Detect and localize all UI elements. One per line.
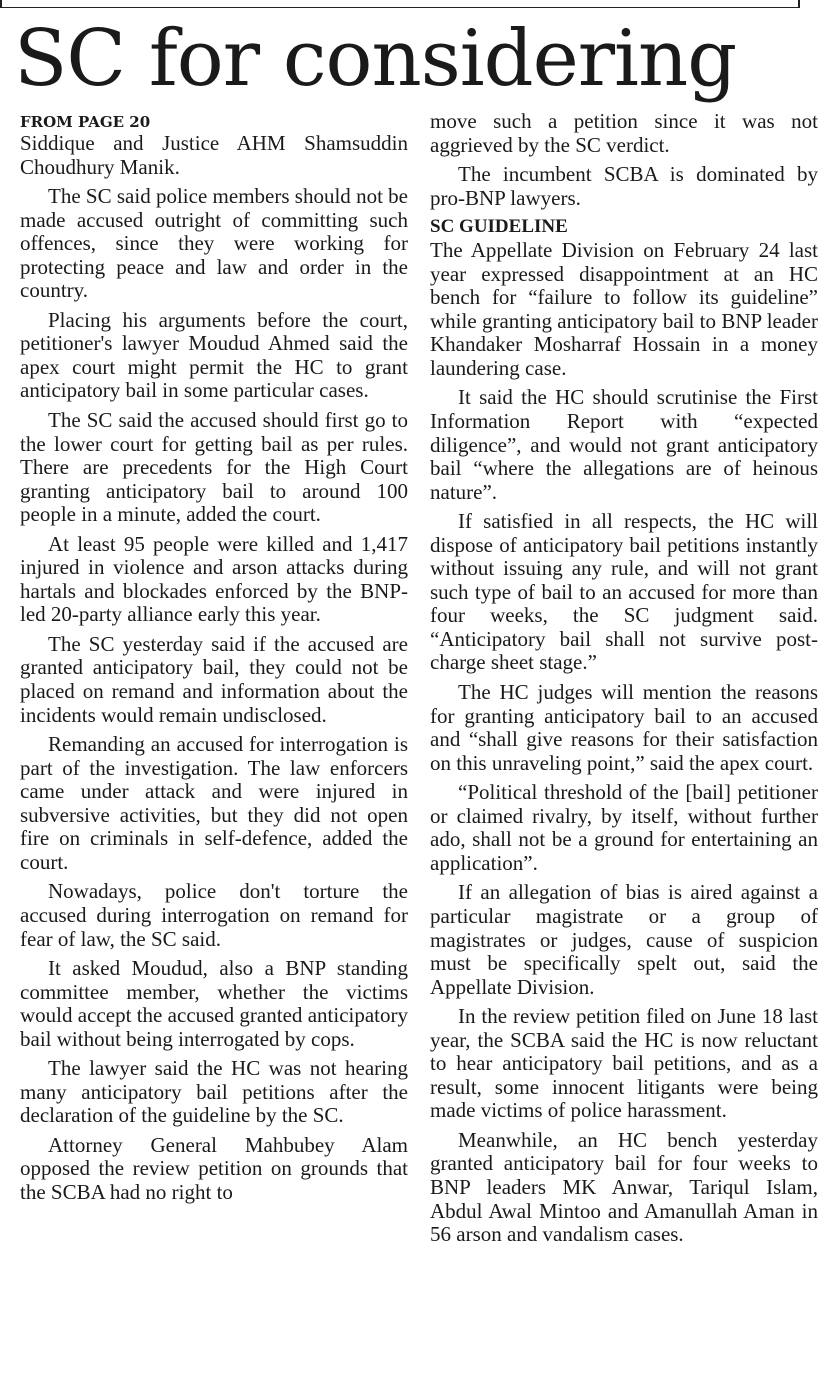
body-paragraph: The SC said the accused should first go to the lower court for getting bail as per rules. There are precedents for the High Court granting anticipatory bail to around 100 people in a minute, added the court. [20, 408, 408, 527]
body-paragraph: Siddique and Justice AHM Shamsuddin Choudhury Manik. [20, 131, 408, 179]
body-paragraph: Nowadays, police don't torture the accused during interrogation on remand for fear of law, the SC said. [20, 879, 408, 951]
body-paragraph: Placing his arguments before the court, petitioner's lawyer Moudud Ahmed said the apex court might permit the HC to grant anticipatory bail in some particular cases. [20, 307, 408, 403]
body-paragraph: The incumbent SCBA is dominated by pro-BNP lawyers. [430, 162, 818, 210]
body-paragraph: The SC yesterday said if the accused are granted anticipatory bail, they could not be placed on remand and information about the incidents would remain undisclosed. [20, 631, 408, 727]
body-paragraph: The lawyer said the HC was not hearing many anticipatory bail petitions after the declaration of the guideline by the SC. [20, 1056, 408, 1128]
body-paragraph: If an allegation of bias is aired against a particular magistrate or a group of magistrates or judges, cause of suspicion must be specifically spelt out, said the Appellate Division. [430, 880, 818, 999]
body-paragraph: move such a petition since it was not aggrieved by the SC verdict. [430, 109, 818, 157]
from-page-label: FROM PAGE 20 [20, 113, 151, 131]
body-paragraph: At least 95 people were killed and 1,417 injured in violence and arson attacks during hartals and blockades enforced by the BNP-led 20-party alliance early this year. [20, 531, 408, 627]
top-border-rule [0, 0, 800, 8]
body-paragraph: It asked Moudud, also a BNP standing committee member, whether the victims would accept the accused granted anticipatory bail without being interrogated by cops. [20, 956, 408, 1051]
headline: SC for considering [14, 14, 737, 104]
body-paragraph: Remanding an accused for interrogation is part of the investigation. The law enforcers came under attack and were injured in subversive activities, but they did not open fire on criminals in self-defence, added the court. [20, 732, 408, 874]
body-paragraph: Meanwhile, an HC bench yesterday granted anticipatory bail for four weeks to BNP leaders MK Anwar, Tariqul Islam, Abdul Awal Mintoo and Amanullah Aman in 56 arson and vandalism cases. [430, 1127, 818, 1247]
body-paragraph: It said the HC should scrutinise the First Information Report with “expected diligence”, and would not grant anticipatory bail “where the allegations are of heinous nature”. [430, 385, 818, 504]
body-paragraph: The HC judges will mention the reasons for granting anticipatory bail to an accused and “shall give reasons for their satisfaction on this unraveling point,” said the apex court. [430, 680, 818, 775]
body-paragraph: Attorney General Mahbubey Alam opposed the review petition on grounds that the SCBA had no right to [20, 1132, 408, 1204]
left-column [20, 110, 408, 1211]
section-subhead: SC GUIDELINE [430, 216, 568, 238]
body-paragraph: If satisfied in all respects, the HC will dispose of anticipatory bail petitions instantly without issuing any rule, and will not grant such type of bail to an accused for more than four weeks, the SC judgment said. “Anticipatory bail shall not survive post-charge sheet stage.” [430, 509, 818, 675]
body-paragraph: The Appellate Division on February 24 last year expressed disappointment at an HC bench for “failure to follow its guideline” while granting anticipatory bail to BNP leader Khandaker Mosharraf Hossain in a money laundering case. [430, 238, 818, 380]
body-paragraph: “Political threshold of the [bail] petitioner or claimed rivalry, by itself, without further ado, shall not be a ground for entertaining an application”. [430, 780, 818, 875]
body-paragraph: In the review petition filed on June 18 last year, the SCBA said the HC is now reluctant to hear anticipatory bail petitions, and as a result, some innocent litigants were being made victims of police harassment. [430, 1004, 818, 1123]
right-column [430, 110, 818, 1253]
body-paragraph: The SC said police members should not be made accused outright of committing such offences, since they were working for protecting peace and law and order in the country. [20, 184, 408, 303]
